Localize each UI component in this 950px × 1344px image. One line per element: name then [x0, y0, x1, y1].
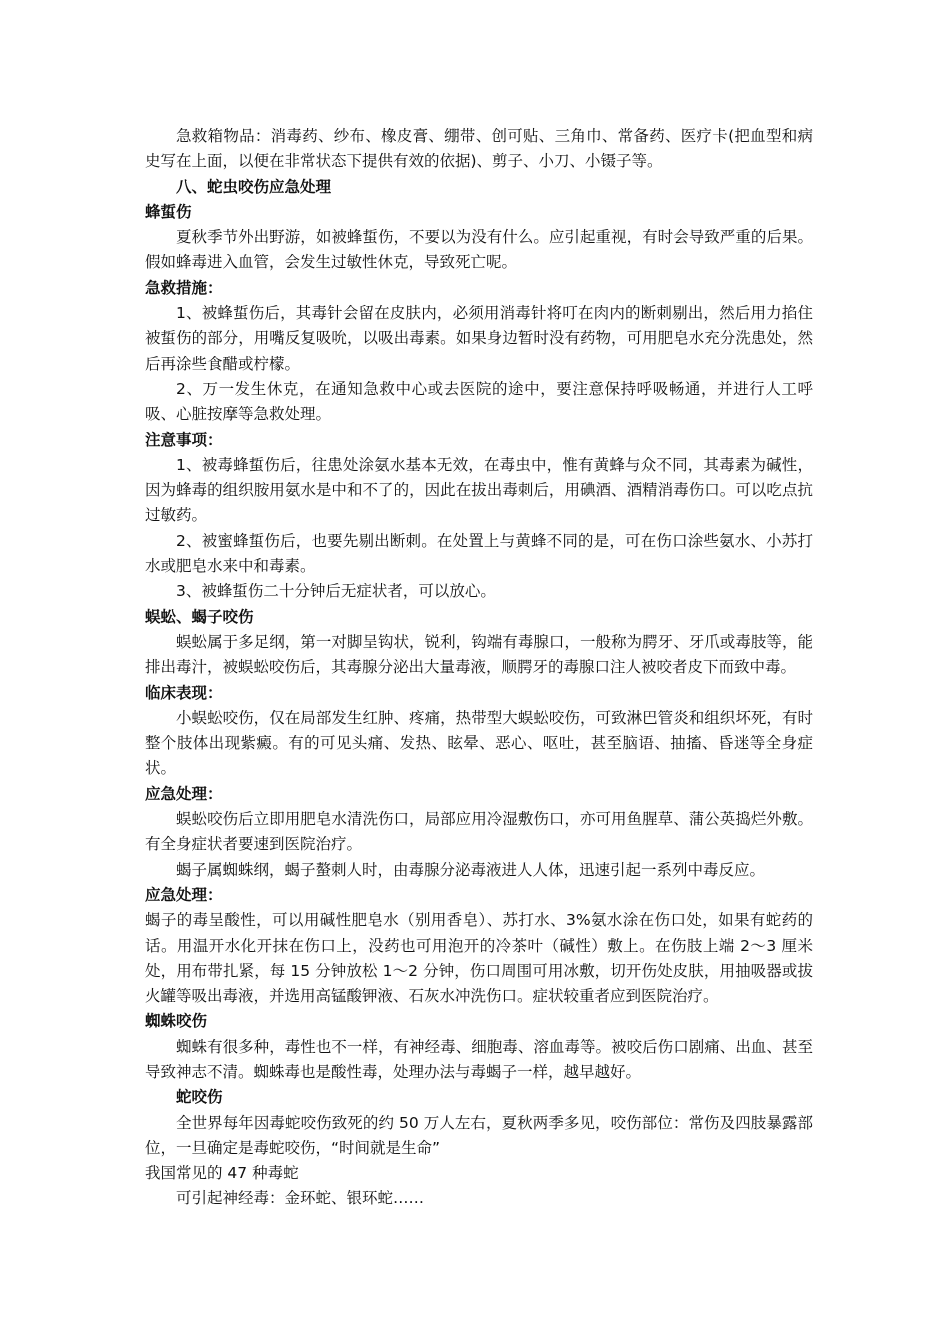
paragraph-precaution-2: 2、被蜜蜂蜇伤后，也要先剔出断刺。在处置上与黄蜂不同的是，可在伤口涂些氨水、小苏打水或肥皂水来中和毒素。: [145, 531, 813, 576]
paragraph-bee-intro: 夏秋季节外出野游，如被蜂蜇伤，不要以为没有什么。应引起重视，有时会导致严重的后果。假如蜂毒进入血管，会发生过敏性休克，导致死亡呢。: [145, 228, 813, 272]
subheading-spider-bite: 蜘蛛咬伤: [145, 1012, 208, 1031]
document-page: [145, 124, 813, 1212]
subheading-snake-bite: 蛇咬伤: [176, 1088, 223, 1107]
paragraph-neurotoxin: 可引起神经毒：金环蛇、银环蛇……: [176, 1189, 425, 1208]
paragraph-centipede-intro: 蜈蚣属于多足纲，第一对脚呈钩状，锐利，钩端有毒腺口，一般称为腭牙、牙爪或毒肢等，能排出毒汁，被蜈蚣咬伤后，其毒腺分泌出大量毒液，顺腭牙的毒腺口注人被咬者皮下而致中毒。: [145, 632, 813, 677]
label-emergency-treatment-1: 应急处理：: [145, 784, 223, 803]
section-heading-bites: 八、蛇虫咬伤应急处理: [176, 177, 332, 196]
paragraph-snake-intro: 全世界每年因毒蛇咬伤致死的约 50 万人左右，夏秋两季多见，咬伤部位：常伤及四肢暴露部位，一旦确定是毒蛇咬伤，“时间就是生命”: [145, 1113, 813, 1157]
paragraph-scorpion-treatment: 蝎子的毒呈酸性，可以用碱性肥皂水（别用香皂）、苏打水、3%氨水涂在伤口处，如果有蛇药的话。用温开水化开抹在伤口上，没药也可用泡开的冷茶叶（碱性）敷上。在伤肢上端 2～3 厘米处，用布带扎紧，每 15 分钟放松 1～2 分钟，伤口周围可用冰敷，切开伤处皮肤，用抽吸器或拔火罐等吸出毒液，并选用高锰酸钾液、石灰水冲洗伤口。症状较重者应到医院治疗。: [145, 911, 813, 1006]
label-first-aid-measures: 急救措施：: [145, 278, 223, 297]
paragraph-first-aid-kit: 急救箱物品：消毒药、纱布、橡皮膏、绷带、创可贴、三角巾、常备药、医疗卡(把血型和病史写在上面，以便在非常状态下提供有效的依据)、剪子、小刀、小镊子等。: [145, 127, 813, 171]
paragraph-snake-species: 我国常见的 47 种毒蛇: [145, 1164, 299, 1183]
label-clinical-manifestation: 临床表现：: [145, 683, 223, 702]
label-emergency-treatment-2: 应急处理：: [145, 885, 223, 904]
paragraph-spider: 蜘蛛有很多种，毒性也不一样，有神经毒、细胞毒、溶血毒等。被咬后伤口剧痛、出血、甚至导致神志不清。蜘蛛毒也是酸性毒，处理办法与毒蝎子一样，越早越好。: [145, 1037, 813, 1081]
paragraph-bee-measure-1: 1、被蜂蜇伤后，其毒针会留在皮肤内，必须用消毒针将叮在肉内的断刺剔出，然后用力掐住被蜇伤的部分，用嘴反复吸吮，以吸出毒素。如果身边暂时没有药物，可用肥皂水充分洗患处，然后再涂些食醋或柠檬。: [145, 304, 813, 373]
paragraph-bee-measure-2: 2、万一发生休克，在通知急救中心或去医院的途中，要注意保持呼吸畅通，并进行人工呼吸、心脏按摩等急救处理。: [145, 379, 813, 424]
subheading-bee-sting: 蜂蜇伤: [145, 202, 192, 221]
paragraph-scorpion-intro: 蝎子属蜘蛛纲，蝎子螯刺人时，由毒腺分泌毒液进人人体，迅速引起一系列中毒反应。: [176, 860, 766, 879]
label-precautions: 注意事项：: [145, 430, 223, 449]
paragraph-centipede-symptoms: 小蜈蚣咬伤，仅在局部发生红肿、疼痛，热带型大蜈蚣咬伤，可致淋巴管炎和组织坏死，有时整个肢体出现紫癜。有的可见头痛、发热、眩晕、恶心、呕吐，甚至脑语、抽搐、昏迷等全身症状。: [145, 708, 813, 778]
paragraph-precaution-3: 3、被蜂蜇伤二十分钟后无症状者，可以放心。: [176, 582, 496, 601]
subheading-centipede-scorpion: 蜈蚣、蝎子咬伤: [145, 607, 254, 626]
paragraph-centipede-treatment: 蜈蚣咬伤后立即用肥皂水清洗伤口，局部应用冷湿敷伤口，亦可用鱼腥草、蒲公英捣烂外敷。有全身症状者要速到医院治疗。: [145, 810, 813, 854]
paragraph-precaution-1: 1、被毒蜂蜇伤后，往患处涂氨水基本无效，在毒虫中，惟有黄蜂与众不同，其毒素为碱性，因为蜂毒的组织胺用氨水是中和不了的，因此在拔出毒刺后，用碘酒、酒精消毒伤口。可以吃点抗过敏药。: [145, 455, 813, 525]
